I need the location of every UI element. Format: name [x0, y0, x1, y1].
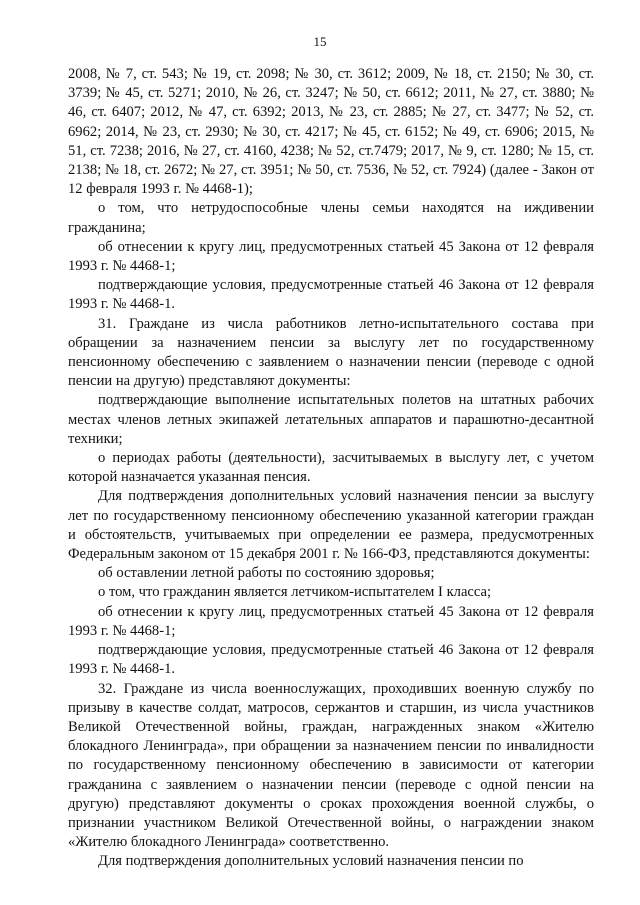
paragraph-article-45-repeat: об отнесении к кругу лиц, предусмотренных статьей 45 Закона от 12 февраля 1993 г. № 4468-1;: [68, 603, 594, 639]
paragraph-item-32: 32. Граждане из числа военнослужащих, проходивших военную службу по призыву в качестве солдат, матросов, сержантов и старшин, из числа участников Великой Отечественной войны, граждан, награжденных знаком «Жителю блокадного Ленинграда», при обращении за назначением пенсии по инвалидности по государственному пенсионному обеспечению в зависимости от категории гражданина с заявлением о назначении пенсии (переводе с одной пенсии на другую) представляют документы о сроках прохождения военной службы, о признании участником Великой Отечественной войны, о награждении знаком «Жителю блокадного Ленинграда» соответственно.: [68, 680, 594, 851]
paragraph-article-45: об отнесении к кругу лиц, предусмотренных статьей 45 Закона от 12 февраля 1993 г. № 4468-1;: [68, 238, 594, 275]
paragraph-article-46: подтверждающие условия, предусмотренные статьей 46 Закона от 12 февраля 1993 г. № 4468-1.: [68, 277, 594, 313]
paragraph-health-leave: об оставлении летной работы по состоянию здоровья;: [98, 565, 435, 582]
page-number: 15: [313, 34, 327, 49]
paragraph-item-31: 31. Граждане из числа работников летно-испытательного состава при обращении за назначением пенсии за выслугу лет по государственному пенсионному обеспечению с заявлением о назначении пенсии (переводе с одной пенсии на другую) представляют документы:: [68, 315, 594, 390]
paragraph-legal-citations: 2008, № 7, ст. 543; № 19, ст. 2098; № 30, ст. 3612; 2009, № 18, ст. 2150; № 30, ст. 3739; № 45, ст. 5271; 2010, № 26, ст. 3247; № 50, ст. 6612; 2011, № 27, ст. 3880; № 46, ст. 6407; 2012, № 47, ст. 6392; 2013, № 23, ст. 2885; № 27, ст. 3477; № 52, ст. 6962; 2014, № 23, ст. 2930; № 30, ст. 4217; № 45, ст. 6152; № 49, ст. 6906; 2015, № 51, ст. 7238; 2016, № 27, ст. 4160, 4238; № 52, ст.7479; 2017, № 9, ст. 1280; № 15, ст. 2138; № 18, ст. 2672; № 27, ст. 3951; № 50, ст. 7536, № 52, ст. 7924) (далее - Закон от 12 февраля 1993 г. № 4468-1);: [68, 66, 594, 198]
document-body: [68, 65, 594, 872]
paragraph-test-flights: подтверждающие выполнение испытательных полетов на штатных рабочих местах членов летных экипажей летательных аппаратов и парашютно-десантной техники;: [68, 392, 594, 447]
paragraph-work-periods: о периодах работы (деятельности), засчитываемых в выслугу лет, с учетом которой назначается указанная пенсия.: [68, 450, 594, 486]
paragraph-dependents: о том, что нетрудоспособные члены семьи находятся на иждивении гражданина;: [68, 200, 594, 236]
paragraph-additional-conditions: Для подтверждения дополнительных условий назначения пенсии за выслугу лет по государственному пенсионному обеспечению указанной категории граждан и обстоятельств, учитываемых при определении ее размера, предусмотренных Федеральным законом от 15 декабря 2001 г. № 166-ФЗ, представляются документы:: [68, 488, 594, 563]
paragraph-test-pilot-class: о том, что гражданин является летчиком-испытателем I класса;: [98, 584, 492, 601]
paragraph-article-46-repeat: подтверждающие условия, предусмотренные статьей 46 Закона от 12 февраля 1993 г. № 4468-1.: [68, 642, 594, 678]
paragraph-continuation: Для подтверждения дополнительных условий назначения пенсии по: [98, 853, 524, 870]
